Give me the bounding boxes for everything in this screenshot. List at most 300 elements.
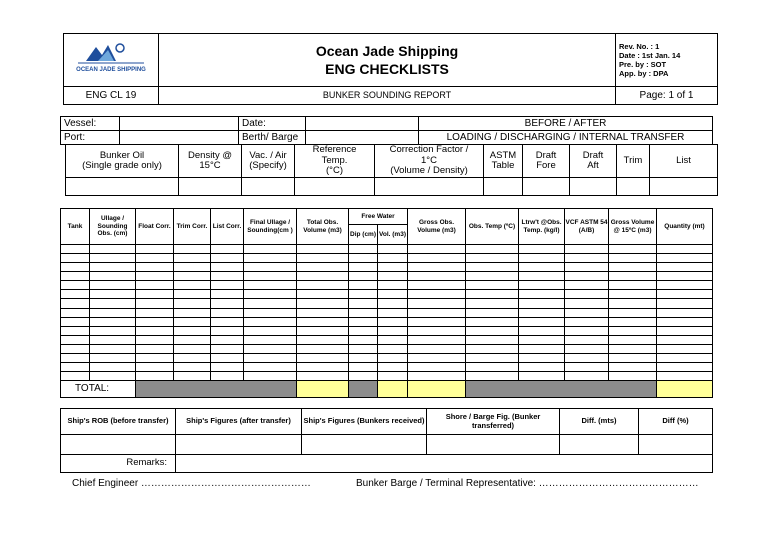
input-cell[interactable]	[295, 178, 375, 196]
table-cell[interactable]	[466, 299, 519, 308]
table-cell[interactable]	[174, 299, 211, 308]
table-cell[interactable]	[408, 254, 466, 263]
table-cell[interactable]	[90, 353, 136, 362]
table-cell[interactable]	[211, 326, 244, 335]
meta-cell	[616, 34, 718, 87]
table-cell[interactable]	[349, 281, 378, 290]
table-cell[interactable]	[211, 290, 244, 299]
table-cell[interactable]	[466, 272, 519, 281]
table-cell[interactable]	[657, 263, 713, 272]
table-cell[interactable]	[349, 245, 378, 254]
table-cell[interactable]	[61, 335, 90, 344]
table-cell[interactable]	[244, 281, 297, 290]
table-cell[interactable]	[466, 362, 519, 371]
table-cell[interactable]	[244, 362, 297, 371]
table-row	[61, 263, 713, 272]
table-cell[interactable]	[408, 317, 466, 326]
table-cell[interactable]	[61, 326, 90, 335]
table-cell[interactable]	[609, 362, 657, 371]
input-cell[interactable]	[650, 178, 718, 196]
vessel-info-table	[60, 116, 713, 145]
table-cell[interactable]	[61, 308, 90, 317]
checklist-title: ENG CHECKLISTS	[325, 61, 449, 77]
vac-air-header: Vac. / Air (Specify)	[242, 145, 295, 178]
total-label: TOTAL:	[61, 380, 136, 397]
table-cell[interactable]	[609, 371, 657, 380]
input-cell[interactable]	[570, 178, 617, 196]
col-vol: Vol. (m3)	[378, 225, 408, 245]
figure-cell[interactable]	[639, 435, 713, 455]
rev-no: Rev. No. : 1	[619, 42, 660, 51]
table-cell[interactable]	[565, 344, 609, 353]
company-logo	[68, 39, 154, 79]
tank-sounding-table	[60, 208, 713, 398]
table-cell[interactable]	[466, 245, 519, 254]
table-cell[interactable]	[565, 281, 609, 290]
table-cell[interactable]	[519, 245, 565, 254]
table-cell[interactable]	[466, 263, 519, 272]
table-cell[interactable]	[244, 290, 297, 299]
table-cell[interactable]	[657, 299, 713, 308]
berth-field[interactable]	[306, 131, 419, 145]
table-cell[interactable]	[657, 335, 713, 344]
table-cell[interactable]	[565, 245, 609, 254]
figure-cell[interactable]	[176, 435, 302, 455]
table-cell[interactable]	[378, 308, 408, 317]
table-cell[interactable]	[174, 353, 211, 362]
table-cell[interactable]	[211, 263, 244, 272]
table-cell[interactable]	[136, 254, 174, 263]
port-field[interactable]	[120, 131, 239, 145]
table-cell[interactable]	[136, 281, 174, 290]
table-cell[interactable]	[519, 326, 565, 335]
table-cell[interactable]	[408, 344, 466, 353]
table-cell[interactable]	[174, 308, 211, 317]
figure-cell[interactable]	[302, 435, 427, 455]
table-cell[interactable]	[519, 344, 565, 353]
table-cell[interactable]	[609, 308, 657, 317]
table-cell[interactable]	[244, 254, 297, 263]
table-cell[interactable]	[349, 362, 378, 371]
table-row	[61, 335, 713, 344]
table-cell[interactable]	[136, 326, 174, 335]
table-cell[interactable]	[657, 362, 713, 371]
table-cell[interactable]	[61, 263, 90, 272]
table-cell[interactable]	[244, 335, 297, 344]
table-cell[interactable]	[297, 353, 349, 362]
table-cell[interactable]	[90, 245, 136, 254]
table-cell[interactable]	[211, 317, 244, 326]
table-cell[interactable]	[90, 299, 136, 308]
table-cell[interactable]	[349, 353, 378, 362]
col-trim-corr: Trim Corr.	[174, 209, 211, 245]
table-cell[interactable]	[136, 353, 174, 362]
table-cell[interactable]	[297, 326, 349, 335]
table-cell[interactable]	[61, 254, 90, 263]
col-gross-obs: Gross Obs. Volume (m3)	[408, 209, 466, 245]
table-cell[interactable]	[136, 272, 174, 281]
table-cell[interactable]	[565, 290, 609, 299]
figure-cell[interactable]	[427, 435, 560, 455]
table-cell[interactable]	[174, 290, 211, 299]
table-cell[interactable]	[90, 326, 136, 335]
table-cell[interactable]	[244, 353, 297, 362]
table-cell[interactable]	[174, 326, 211, 335]
table-cell[interactable]	[609, 281, 657, 290]
table-cell[interactable]	[466, 335, 519, 344]
table-cell[interactable]	[565, 326, 609, 335]
table-cell[interactable]	[174, 281, 211, 290]
table-cell[interactable]	[244, 317, 297, 326]
ships-rob-header: Ship's ROB (before transfer)	[61, 409, 176, 435]
table-row	[61, 371, 713, 380]
before-after[interactable]: BEFORE / AFTER	[419, 117, 713, 131]
table-cell[interactable]	[349, 317, 378, 326]
table-cell[interactable]	[466, 317, 519, 326]
table-cell[interactable]	[61, 371, 90, 380]
table-cell[interactable]	[519, 362, 565, 371]
table-cell[interactable]	[244, 299, 297, 308]
table-cell[interactable]	[136, 263, 174, 272]
table-cell[interactable]	[61, 344, 90, 353]
table-cell[interactable]	[565, 299, 609, 308]
table-cell[interactable]	[211, 335, 244, 344]
table-cell[interactable]	[174, 263, 211, 272]
table-cell[interactable]	[378, 353, 408, 362]
table-cell[interactable]	[174, 272, 211, 281]
table-cell[interactable]	[349, 299, 378, 308]
table-cell[interactable]	[519, 263, 565, 272]
table-cell[interactable]	[609, 299, 657, 308]
table-cell[interactable]	[408, 272, 466, 281]
logo-cell	[64, 34, 159, 87]
table-cell[interactable]	[378, 245, 408, 254]
col-dip: Dip (cm)	[349, 225, 378, 245]
table-cell[interactable]	[297, 344, 349, 353]
table-cell[interactable]	[90, 335, 136, 344]
table-cell[interactable]	[211, 362, 244, 371]
table-cell[interactable]	[349, 326, 378, 335]
input-cell[interactable]	[242, 178, 295, 196]
table-cell[interactable]	[90, 344, 136, 353]
table-cell[interactable]	[378, 335, 408, 344]
table-cell[interactable]	[297, 362, 349, 371]
table-cell[interactable]	[519, 254, 565, 263]
total-water-vol[interactable]	[378, 380, 408, 397]
table-cell[interactable]	[657, 290, 713, 299]
table-cell[interactable]	[466, 290, 519, 299]
table-cell[interactable]	[565, 335, 609, 344]
date-field[interactable]	[306, 117, 419, 131]
table-row	[61, 362, 713, 371]
table-cell[interactable]	[297, 263, 349, 272]
table-cell[interactable]	[466, 353, 519, 362]
col-gross-vol: Gross Volume @ 15ºC (m3)	[609, 209, 657, 245]
table-row	[61, 326, 713, 335]
table-cell[interactable]	[408, 353, 466, 362]
table-cell[interactable]	[609, 326, 657, 335]
table-cell[interactable]	[174, 344, 211, 353]
table-cell[interactable]	[174, 254, 211, 263]
table-cell[interactable]	[657, 326, 713, 335]
table-cell[interactable]	[136, 290, 174, 299]
col-total-obs: Total Obs. Volume (m3)	[297, 209, 349, 245]
header-table	[63, 33, 718, 105]
table-cell[interactable]	[211, 371, 244, 380]
table-cell[interactable]	[349, 290, 378, 299]
table-cell[interactable]	[349, 371, 378, 380]
table-cell[interactable]	[90, 308, 136, 317]
table-cell[interactable]	[609, 335, 657, 344]
table-row	[61, 353, 713, 362]
total-quantity[interactable]	[657, 380, 713, 397]
remarks-label: Remarks:	[61, 455, 176, 473]
table-cell[interactable]	[297, 272, 349, 281]
ref-temp-header: Reference Temp. (°C)	[295, 145, 375, 178]
table-cell[interactable]	[297, 299, 349, 308]
table-cell[interactable]	[408, 371, 466, 380]
ships-received-header: Ship's Figures (Bunkers received)	[302, 409, 427, 435]
table-cell[interactable]	[90, 281, 136, 290]
table-cell[interactable]	[565, 371, 609, 380]
table-cell[interactable]	[378, 317, 408, 326]
table-cell[interactable]	[378, 272, 408, 281]
table-cell[interactable]	[297, 308, 349, 317]
table-cell[interactable]	[657, 317, 713, 326]
table-cell[interactable]	[244, 326, 297, 335]
table-cell[interactable]	[211, 353, 244, 362]
table-cell[interactable]	[61, 317, 90, 326]
table-cell[interactable]	[378, 263, 408, 272]
table-cell[interactable]	[90, 272, 136, 281]
table-cell[interactable]	[466, 326, 519, 335]
table-cell[interactable]	[211, 245, 244, 254]
table-cell[interactable]	[244, 263, 297, 272]
table-cell[interactable]	[378, 281, 408, 290]
table-cell[interactable]	[349, 344, 378, 353]
approved-by: App. by : DPA	[619, 69, 669, 78]
table-cell[interactable]	[519, 272, 565, 281]
table-cell[interactable]	[519, 281, 565, 290]
table-cell[interactable]	[408, 362, 466, 371]
table-cell[interactable]	[61, 272, 90, 281]
table-cell[interactable]	[378, 371, 408, 380]
table-cell[interactable]	[657, 245, 713, 254]
table-cell[interactable]	[211, 281, 244, 290]
table-cell[interactable]	[408, 290, 466, 299]
input-cell[interactable]	[179, 178, 242, 196]
table-cell[interactable]	[349, 272, 378, 281]
table-cell[interactable]	[211, 308, 244, 317]
table-cell[interactable]	[90, 362, 136, 371]
table-cell[interactable]	[136, 344, 174, 353]
table-cell[interactable]	[657, 308, 713, 317]
table-cell[interactable]	[519, 317, 565, 326]
table-cell[interactable]	[61, 245, 90, 254]
table-cell[interactable]	[609, 290, 657, 299]
table-cell[interactable]	[466, 308, 519, 317]
table-row	[61, 272, 713, 281]
table-cell[interactable]	[211, 299, 244, 308]
table-cell[interactable]	[565, 317, 609, 326]
table-cell[interactable]	[565, 308, 609, 317]
table-cell[interactable]	[519, 335, 565, 344]
table-cell[interactable]	[519, 308, 565, 317]
table-cell[interactable]	[466, 281, 519, 290]
remarks-field[interactable]	[176, 455, 713, 473]
table-cell[interactable]	[565, 263, 609, 272]
table-cell[interactable]	[244, 344, 297, 353]
vessel-label: Vessel:	[61, 117, 120, 131]
table-cell[interactable]	[466, 254, 519, 263]
input-cell[interactable]	[523, 178, 570, 196]
title-cell	[159, 34, 616, 87]
table-cell[interactable]	[519, 290, 565, 299]
table-cell[interactable]	[609, 254, 657, 263]
table-cell[interactable]	[378, 290, 408, 299]
table-cell[interactable]	[136, 317, 174, 326]
table-cell[interactable]	[408, 299, 466, 308]
diff-mts-header: Diff. (mts)	[560, 409, 639, 435]
total-dip	[349, 380, 378, 397]
table-cell[interactable]	[408, 281, 466, 290]
draft-fore-header: Draft Fore	[523, 145, 570, 178]
vessel-field[interactable]	[120, 117, 239, 131]
table-cell[interactable]	[349, 263, 378, 272]
table-cell[interactable]	[408, 245, 466, 254]
table-row	[61, 299, 713, 308]
table-cell[interactable]	[378, 254, 408, 263]
table-cell[interactable]	[565, 353, 609, 362]
table-cell[interactable]	[609, 353, 657, 362]
table-cell[interactable]	[136, 308, 174, 317]
total-gross-obs[interactable]	[408, 380, 466, 397]
table-cell[interactable]	[609, 317, 657, 326]
table-row	[61, 290, 713, 299]
table-cell[interactable]	[174, 317, 211, 326]
table-cell[interactable]	[297, 290, 349, 299]
col-obs-temp: Obs. Temp (ºC)	[466, 209, 519, 245]
table-cell[interactable]	[297, 281, 349, 290]
table-cell[interactable]	[90, 263, 136, 272]
table-cell[interactable]	[90, 254, 136, 263]
col-tank: Tank	[61, 209, 90, 245]
table-cell[interactable]	[609, 245, 657, 254]
table-cell[interactable]	[378, 299, 408, 308]
svg-text:OCEAN JADE SHIPPING: OCEAN JADE SHIPPING	[76, 66, 146, 73]
table-cell[interactable]	[609, 272, 657, 281]
table-cell[interactable]	[349, 254, 378, 263]
table-cell[interactable]	[136, 371, 174, 380]
table-cell[interactable]	[609, 263, 657, 272]
figure-cell[interactable]	[560, 435, 639, 455]
table-cell[interactable]	[136, 335, 174, 344]
table-cell[interactable]	[519, 353, 565, 362]
table-cell[interactable]	[657, 344, 713, 353]
table-cell[interactable]	[211, 272, 244, 281]
table-cell[interactable]	[378, 326, 408, 335]
table-cell[interactable]	[174, 245, 211, 254]
table-cell[interactable]	[61, 353, 90, 362]
total-obs-volume[interactable]	[297, 380, 349, 397]
table-cell[interactable]	[408, 308, 466, 317]
oil-properties-table	[65, 144, 718, 196]
astm-header: ASTM Table	[484, 145, 523, 178]
table-cell[interactable]	[349, 335, 378, 344]
figure-cell[interactable]	[61, 435, 176, 455]
table-cell[interactable]	[211, 254, 244, 263]
table-cell[interactable]	[297, 335, 349, 344]
table-cell[interactable]	[244, 272, 297, 281]
table-cell[interactable]	[211, 344, 244, 353]
table-cell[interactable]	[174, 371, 211, 380]
table-cell[interactable]	[61, 290, 90, 299]
table-cell[interactable]	[174, 335, 211, 344]
table-cell[interactable]	[174, 362, 211, 371]
company-name: Ocean Jade Shipping	[315, 43, 459, 59]
date-label: Date:	[239, 117, 306, 131]
table-cell[interactable]	[90, 317, 136, 326]
table-cell[interactable]	[136, 299, 174, 308]
table-cell[interactable]	[90, 290, 136, 299]
table-cell[interactable]	[657, 353, 713, 362]
ships-after-header: Ship's Figures (after transfer)	[176, 409, 302, 435]
table-cell[interactable]	[297, 317, 349, 326]
table-cell[interactable]	[244, 308, 297, 317]
table-cell[interactable]	[466, 371, 519, 380]
table-cell[interactable]	[565, 254, 609, 263]
table-cell[interactable]	[408, 326, 466, 335]
table-cell[interactable]	[565, 362, 609, 371]
table-cell[interactable]	[408, 263, 466, 272]
input-cell[interactable]	[617, 178, 650, 196]
table-cell[interactable]	[349, 308, 378, 317]
table-cell[interactable]	[609, 344, 657, 353]
table-cell[interactable]	[466, 344, 519, 353]
table-cell[interactable]	[378, 344, 408, 353]
table-cell[interactable]	[657, 254, 713, 263]
table-cell[interactable]	[519, 299, 565, 308]
table-cell[interactable]	[61, 299, 90, 308]
table-cell[interactable]	[136, 245, 174, 254]
table-cell[interactable]	[244, 245, 297, 254]
input-cell[interactable]	[66, 178, 179, 196]
table-cell[interactable]	[61, 281, 90, 290]
table-cell[interactable]	[408, 335, 466, 344]
table-cell[interactable]	[136, 362, 174, 371]
table-cell[interactable]	[657, 272, 713, 281]
input-cell[interactable]	[375, 178, 484, 196]
table-cell[interactable]	[297, 245, 349, 254]
table-cell[interactable]	[565, 272, 609, 281]
table-cell[interactable]	[297, 254, 349, 263]
input-cell[interactable]	[484, 178, 523, 196]
chief-engineer-signature: Chief Engineer ……………………………………………	[72, 478, 311, 489]
table-cell[interactable]	[297, 371, 349, 380]
table-row	[61, 245, 713, 254]
table-cell[interactable]	[90, 371, 136, 380]
table-cell[interactable]	[519, 371, 565, 380]
operation-type[interactable]: LOADING / DISCHARGING / INTERNAL TRANSFER	[419, 131, 713, 145]
table-cell[interactable]	[378, 362, 408, 371]
density-header: Density @ 15°C	[179, 145, 242, 178]
table-cell[interactable]	[244, 371, 297, 380]
total-grey-cell	[136, 380, 297, 397]
table-cell[interactable]	[657, 371, 713, 380]
table-cell[interactable]	[657, 281, 713, 290]
trim-header: Trim	[617, 145, 650, 178]
table-cell[interactable]	[61, 362, 90, 371]
